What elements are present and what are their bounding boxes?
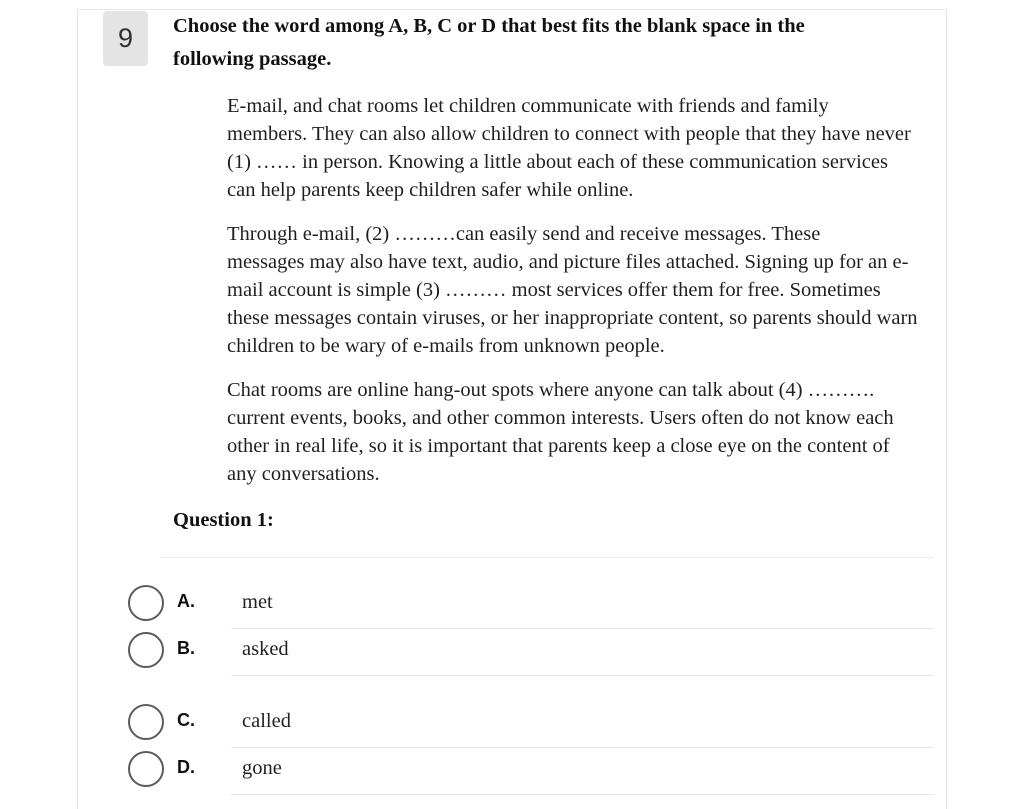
divider [231, 747, 934, 748]
option-letter: D. [177, 757, 195, 777]
passage-line: messages may also have text, audio, and picture files attached. Signing up for an e- [227, 251, 909, 273]
radio-button-a[interactable] [128, 585, 164, 621]
divider [231, 794, 934, 795]
answer-option-d[interactable] [128, 749, 934, 795]
question-number-badge: 9 [103, 11, 148, 66]
divider [160, 557, 934, 558]
answer-option-b[interactable] [128, 630, 934, 676]
passage-line: any conversations. [227, 463, 380, 485]
passage-line: (1) …… in person. Knowing a little about each of these communication services [227, 151, 888, 173]
radio-button-b[interactable] [128, 632, 164, 668]
passage-paragraph-1 [196, 92, 926, 204]
passage-line: can help parents keep children safer while online. [227, 179, 634, 201]
passage-paragraph-3 [196, 376, 926, 488]
reading-passage [196, 92, 926, 504]
passage-line: children to be wary of e-mails from unknown people. [227, 335, 665, 357]
option-text: asked [242, 638, 289, 660]
passage-line: these messages contain viruses, or her inappropriate content, so parents should warn [227, 307, 918, 329]
option-letter: B. [177, 638, 195, 658]
option-text: gone [242, 757, 282, 779]
answer-option-c[interactable] [128, 702, 934, 748]
option-text: met [242, 591, 273, 613]
question-label: Question 1: [173, 509, 274, 531]
passage-line: other in real life, so it is important that parents keep a close eye on the content of [227, 435, 890, 457]
passage-line: Through e-mail, (2) ………can easily send and receive messages. These [227, 223, 821, 245]
answer-option-a[interactable] [128, 583, 934, 629]
passage-line: current events, books, and other common interests. Users often do not know each [227, 407, 894, 429]
passage-paragraph-2 [196, 220, 926, 360]
passage-line: Chat rooms are online hang-out spots where anyone can talk about (4) ………. [227, 379, 875, 401]
passage-line: mail account is simple (3) ……… most services offer them for free. Sometimes [227, 279, 881, 301]
passage-line: members. They can also allow children to connect with people that they have never [227, 123, 911, 145]
option-letter: C. [177, 710, 195, 730]
passage-line: E-mail, and chat rooms let children communicate with friends and family [227, 95, 829, 117]
divider [231, 675, 934, 676]
radio-button-c[interactable] [128, 704, 164, 740]
option-letter: A. [177, 591, 195, 611]
divider [231, 628, 934, 629]
question-instruction: Choose the word among A, B, C or D that best fits the blank space in the following passage. [173, 15, 805, 70]
option-text: called [242, 710, 291, 732]
radio-button-d[interactable] [128, 751, 164, 787]
